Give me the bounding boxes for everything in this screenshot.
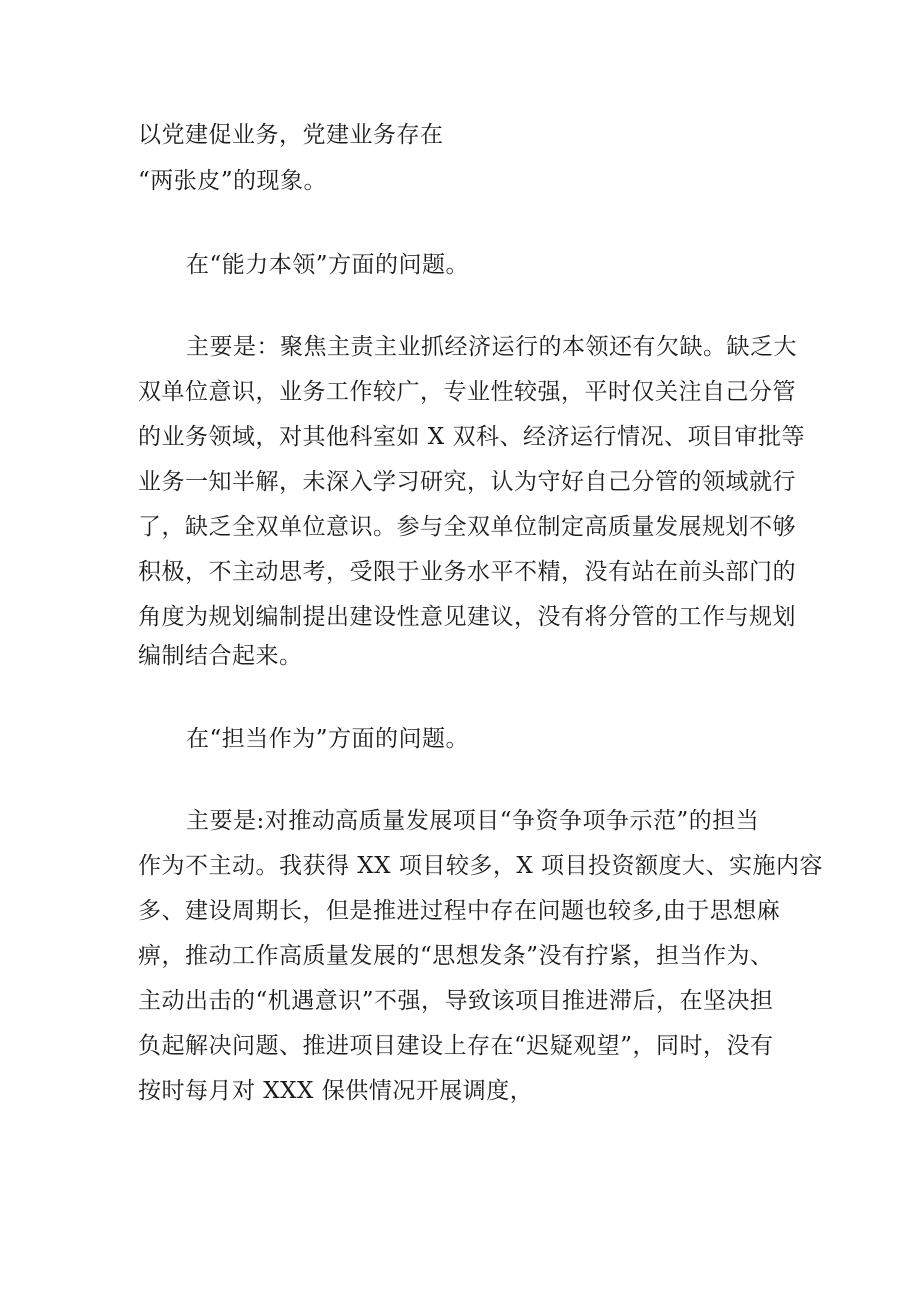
section-heading: 在“担当作为”方面的问题。 <box>186 726 470 752</box>
paragraph-line: 按时每月对 XXX 保供情况开展调度， <box>138 1078 534 1104</box>
paragraph-line: 主要是：聚焦主责主业抓经济运行的本领还有欠缺。缺乏大 <box>186 334 797 360</box>
paragraph-line: 了，缺乏全双单位意识。参与全双单位制定高质量发展规划不够 <box>138 514 796 540</box>
paragraph-line: 主动出击的“机遇意识”不强，导致该项目推进滞后，在坚决担 <box>138 988 774 1014</box>
paragraph-line: 的业务领域，对其他科室如 X 双科、经济运行情况、项目审批等 <box>138 424 805 450</box>
paragraph-line: 业务一知半解，未深入学习研究，认为守好自己分管的领域就行 <box>138 469 796 495</box>
paragraph-line: 痹，推动工作高质量发展的“思想发条”没有拧紧，担当作为、 <box>138 943 774 969</box>
section-heading: 在“能力本领”方面的问题。 <box>186 252 470 278</box>
paragraph-line: 以党建促业务，党建业务存在 <box>138 122 444 148</box>
paragraph-line: 积极，不主动思考，受限于业务水平不精，没有站在前头部门的 <box>138 559 796 585</box>
paragraph-line: “两张皮”的现象。 <box>138 168 328 194</box>
paragraph-line: 多、建设周期长，但是推进过程中存在问题也较多,由于思想麻 <box>138 898 781 924</box>
paragraph-line: 编制结合起来。 <box>138 643 303 669</box>
paragraph-line: 双单位意识，业务工作较广，专业性较强，平时仅关注自己分管 <box>138 379 796 405</box>
paragraph-line: 负起解决问题、推进项目建设上存在“迟疑观望”，同时，没有 <box>138 1033 774 1059</box>
paragraph-line: 角度为规划编制提出建设性意见建议，没有将分管的工作与规划 <box>138 604 796 630</box>
paragraph-line: 作为不主动。我获得 XX 项目较多，X 项目投资额度大、实施内容 <box>138 853 824 879</box>
paragraph-line: 主要是:对推动高质量发展项目“争资争项争示范”的担当 <box>186 808 760 834</box>
